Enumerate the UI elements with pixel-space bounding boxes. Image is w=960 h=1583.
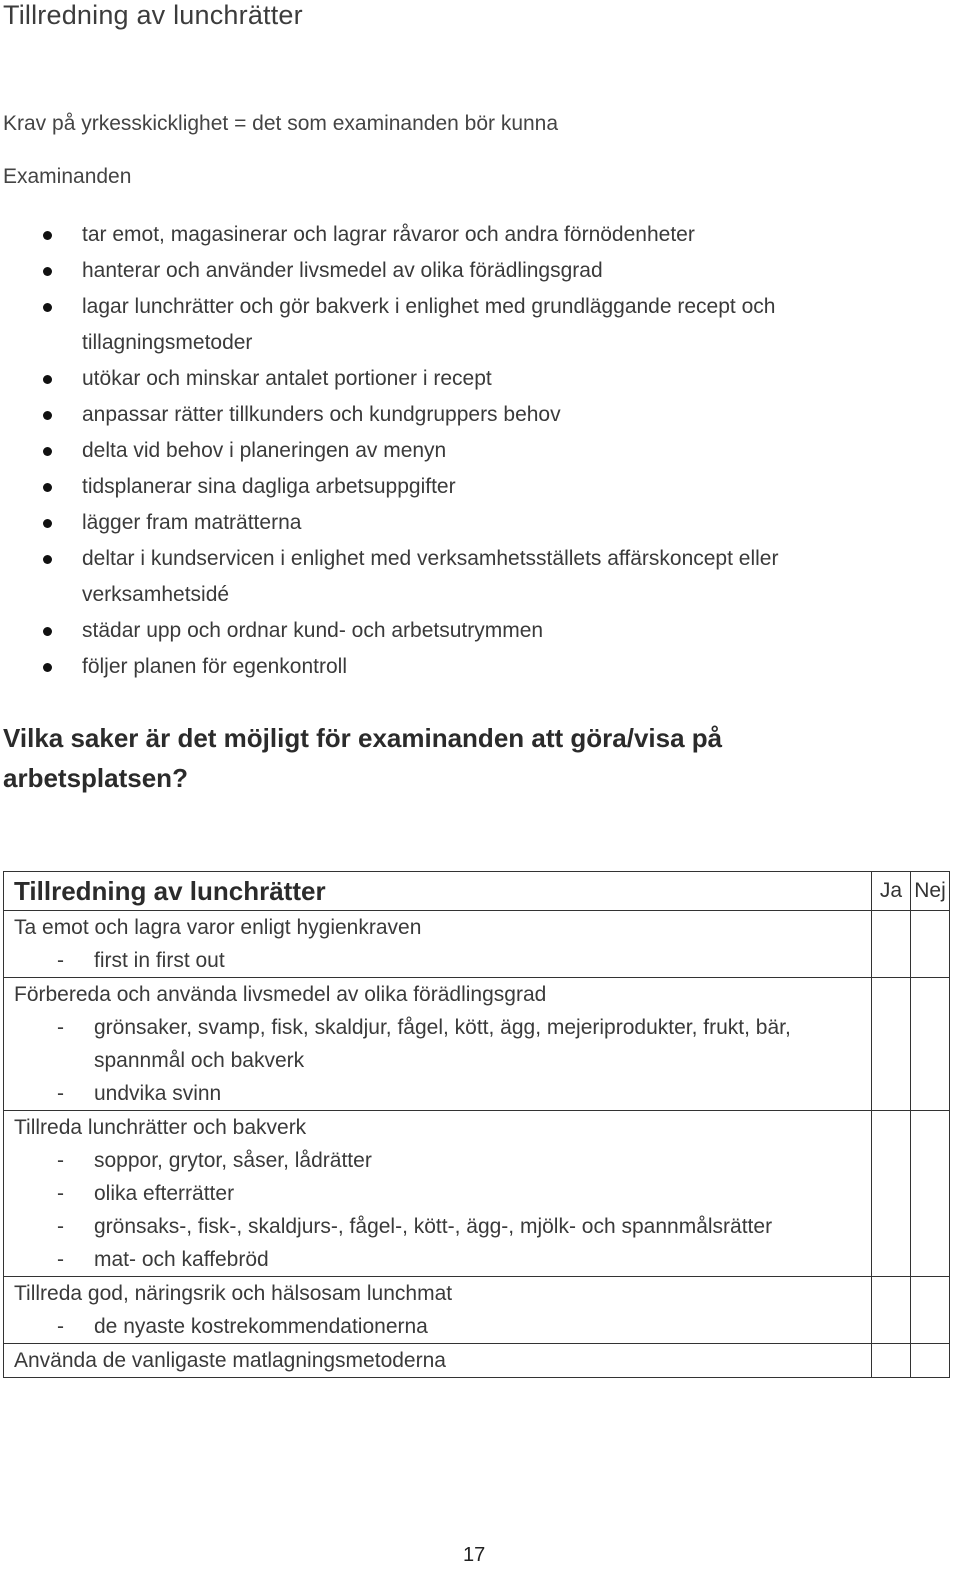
no-checkbox-cell[interactable] xyxy=(911,1277,950,1344)
table-row xyxy=(4,1111,950,1277)
list-item-text: städar upp och ordnar kund- och arbetsutrymmen xyxy=(82,619,544,642)
list-item-text: följer planen för egenkontroll xyxy=(82,655,348,678)
table-row xyxy=(4,978,950,1111)
bullet-icon xyxy=(43,627,52,636)
list-item-text: anpassar rätter tillkunders och kundgruppers behov xyxy=(82,403,561,426)
bullet-icon xyxy=(43,303,52,312)
task-heading: Använda de vanligaste matlagningsmetoderna xyxy=(14,1349,446,1372)
intro-text: Krav på yrkesskicklighet = det som examinanden bör kunna xyxy=(3,112,559,135)
page-title: Tillredning av lunchrätter xyxy=(3,0,303,30)
list-item-text: tidsplanerar sina dagliga arbetsuppgifter xyxy=(82,475,456,498)
dash-icon: - xyxy=(57,1248,64,1271)
list-item xyxy=(0,361,930,397)
list-item xyxy=(0,433,930,469)
task-subitem xyxy=(14,1243,871,1276)
list-item xyxy=(0,397,930,433)
bullet-icon xyxy=(43,483,52,492)
yes-label: Ja xyxy=(879,879,903,902)
task-subitem-text: olika efterrätter xyxy=(94,1182,235,1205)
table-header-row xyxy=(4,872,950,911)
list-item xyxy=(0,289,930,361)
no-checkbox-cell[interactable] xyxy=(911,911,950,978)
list-item xyxy=(0,469,930,505)
task-cell xyxy=(4,978,872,1111)
bullet-icon xyxy=(43,519,52,528)
list-item-text: lägger fram maträtterna xyxy=(82,511,302,534)
dash-icon: - xyxy=(57,1016,64,1039)
bullet-icon xyxy=(43,447,52,456)
task-subitem-text: de nyaste kostrekommendationerna xyxy=(94,1315,428,1338)
subject-label: Examinanden xyxy=(3,165,132,188)
dash-icon: - xyxy=(57,1215,64,1238)
list-item-text: lagar lunchrätter och gör bakverk i enlighet med grundläggande recept och tillagningsmetoder xyxy=(82,295,776,354)
dash-icon: - xyxy=(57,949,64,972)
yes-checkbox-cell[interactable] xyxy=(872,911,911,978)
list-item xyxy=(0,505,930,541)
task-subitem-text: soppor, grytor, såser, lådrätter xyxy=(94,1149,372,1172)
bullet-icon xyxy=(43,267,52,276)
task-heading: Tillreda god, näringsrik och hälsosam lunchmat xyxy=(14,1282,453,1305)
yes-checkbox-cell[interactable] xyxy=(872,978,911,1111)
task-subitem-text: grönsaks-, fisk-, skaldjurs-, fågel-, kött-, ägg-, mjölk- och spannmålsrätter xyxy=(94,1215,773,1238)
list-item-text: hanterar och använder livsmedel av olika förädlingsgrad xyxy=(82,259,603,282)
task-cell xyxy=(4,1344,872,1378)
list-item xyxy=(0,613,930,649)
bullet-icon xyxy=(43,375,52,384)
task-subitem-text: undvika svinn xyxy=(94,1082,222,1105)
yes-checkbox-cell[interactable] xyxy=(872,1344,911,1378)
list-item xyxy=(0,541,930,613)
table-title: Tillredning av lunchrätter xyxy=(14,875,326,906)
table-header-title xyxy=(4,872,872,911)
dash-icon: - xyxy=(57,1315,64,1338)
task-cell xyxy=(4,1111,872,1277)
bullet-icon xyxy=(43,555,52,564)
task-subitem xyxy=(14,1011,871,1077)
task-subitem xyxy=(14,944,871,977)
checklist-table xyxy=(3,871,950,1378)
task-subitem xyxy=(14,1177,871,1210)
task-heading: Tillreda lunchrätter och bakverk xyxy=(14,1116,307,1139)
list-item xyxy=(0,649,930,685)
skills-list xyxy=(0,217,930,685)
task-subitem-text: first in first out xyxy=(94,949,225,972)
task-subitem xyxy=(14,1144,871,1177)
no-checkbox-cell[interactable] xyxy=(911,1344,950,1378)
task-subitem-text: mat- och kaffebröd xyxy=(94,1248,269,1271)
no-label: Nej xyxy=(914,879,946,902)
page-number: 17 xyxy=(463,1544,486,1566)
list-item-text: deltar i kundservicen i enlighet med verksamhetsställets affärskoncept eller verksamhetsidé xyxy=(82,547,779,606)
task-subitem xyxy=(14,1210,871,1243)
task-subitem xyxy=(14,1310,871,1343)
dash-icon: - xyxy=(57,1149,64,1172)
no-checkbox-cell[interactable] xyxy=(911,978,950,1111)
yes-checkbox-cell[interactable] xyxy=(872,1111,911,1277)
bullet-icon xyxy=(43,411,52,420)
task-subitem-text: grönsaker, svamp, fisk, skaldjur, fågel, kött, ägg, mejeriprodukter, frukt, bär, spannmål och bakverk xyxy=(94,1016,791,1072)
task-cell xyxy=(4,911,872,978)
bullet-icon xyxy=(43,663,52,672)
table-row xyxy=(4,1344,950,1378)
table-row xyxy=(4,911,950,978)
list-item-text: tar emot, magasinerar och lagrar råvaror och andra förnödenheter xyxy=(82,223,695,246)
list-item-text: utökar och minskar antalet portioner i recept xyxy=(82,367,492,390)
bullet-icon xyxy=(43,231,52,240)
task-cell xyxy=(4,1277,872,1344)
task-heading: Förbereda och använda livsmedel av olika förädlingsgrad xyxy=(14,983,547,1006)
no-column-header xyxy=(911,872,950,911)
no-checkbox-cell[interactable] xyxy=(911,1111,950,1277)
list-item xyxy=(0,253,930,289)
dash-icon: - xyxy=(57,1182,64,1205)
task-heading: Ta emot och lagra varor enligt hygienkraven xyxy=(14,916,422,939)
dash-icon: - xyxy=(57,1082,64,1105)
yes-checkbox-cell[interactable] xyxy=(872,1277,911,1344)
list-item xyxy=(0,217,930,253)
section-question: Vilka saker är det möjligt för examinanden att göra/visa på arbetsplatsen? xyxy=(3,723,723,793)
table-row xyxy=(4,1277,950,1344)
task-subitem xyxy=(14,1077,871,1110)
yes-column-header xyxy=(872,872,911,911)
list-item-text: delta vid behov i planeringen av menyn xyxy=(82,439,447,462)
